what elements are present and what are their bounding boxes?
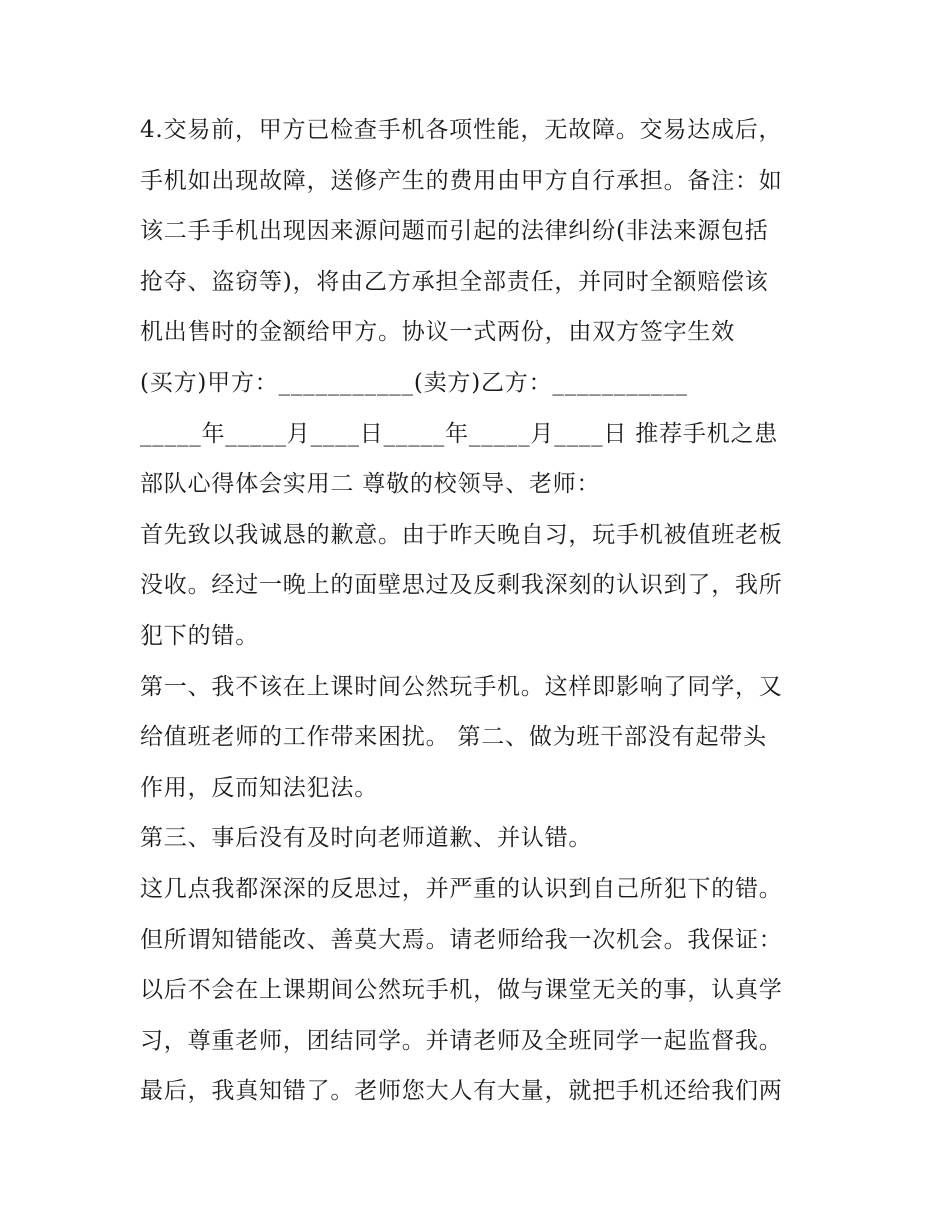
text-line: 第一、我不该在上课时间公然玩手机。这样即影响了同学，又 [140,673,783,700]
text-line: 手机如出现故障，送修产生的费用由甲方自行承担。备注：如 [140,167,783,194]
text-line: 没收。经过一晚上的面壁思过及反剩我深刻的认识到了，我所 [140,572,783,599]
section-heading: 部队心得体会实用二 尊敬的校领导、老师： [140,471,601,498]
text-line: 但所谓知错能改、善莫大焉。请老师给我一次机会。我保证： [140,926,783,953]
signature-line: (买方)甲方：___________(卖方)乙方：___________ [140,369,688,396]
text-line: 给值班老师的工作带来困扰。 第二、做为班干部没有起带头 [140,724,767,751]
text-line: 习，尊重老师，团结同学。并请老师及全班同学一起监督我。 [140,1027,783,1054]
text-line: 首先致以我诚恳的歉意。由于昨天晚自习，玩手机被值班老板 [140,521,783,548]
text-line: 抢夺、盗窃等)，将由乙方承担全部责任，并同时全额赔偿该 [140,268,769,295]
text-line: 作用，反而知法犯法。 [140,774,378,801]
text-line: 第三、事后没有及时向老师道歉、并认错。 [140,825,593,852]
text-line: 4.交易前，甲方已检查手机各项性能，无故障。交易达成后， [140,117,783,143]
text-line: 机出售时的金额给甲方。协议一式两份，由双方签字生效 [140,319,735,346]
text-line: 最后，我真知错了。老师您大人有大量，就把手机还给我们两 [140,1078,783,1105]
date-line: _____年_____月____日_____年_____月____日 推荐手机之患 [140,420,779,447]
text-line: 犯下的错。 [140,622,259,649]
text-line: 这几点我都深深的反思过，并严重的认识到自己所犯下的错。 [140,875,783,902]
text-line: 以后不会在上课期间公然玩手机，做与课堂无关的事，认真学 [140,977,783,1004]
document-body [140,105,830,1117]
text-line: 该二手手机出现因来源问题而引起的法律纠纷(非法来源包括 [140,218,769,245]
